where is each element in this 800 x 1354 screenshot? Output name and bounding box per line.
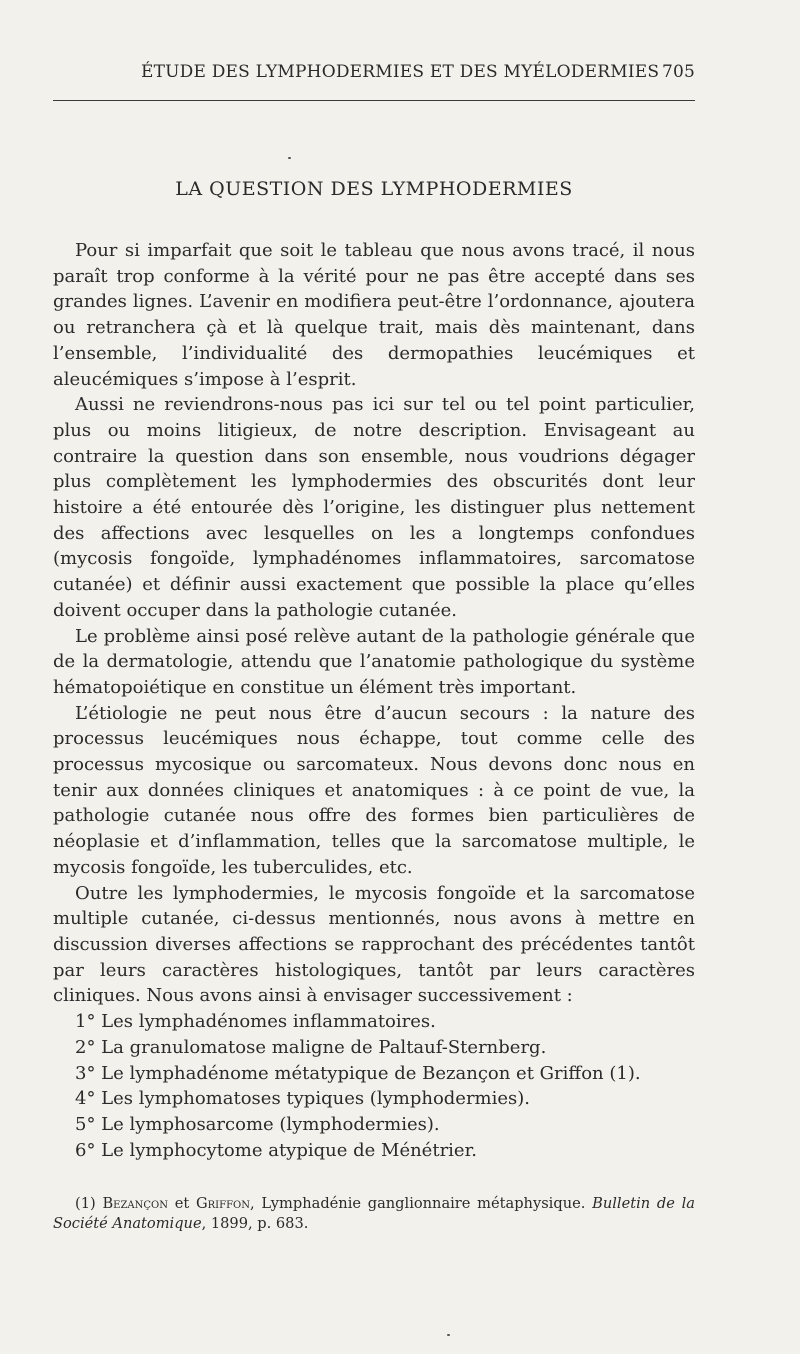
paragraph: Le problème ainsi posé relève autant de la pathologie générale que de la dermatologie, attendu que l’anatomie pathologique du système hématopoiétique en constitue un élément très important. (53, 625, 695, 698)
list-item: 2° La granulomatose maligne de Paltauf-Sternberg. (75, 1036, 547, 1058)
header-rule (53, 100, 695, 101)
body-text (53, 238, 695, 1163)
footnote-title: , Lymphadénie ganglionnaire métaphysique. (249, 1195, 586, 1212)
footnote-author: Griffon (196, 1195, 250, 1212)
list-item: 5° Le lymphosarcome (lymphodermies). (75, 1113, 440, 1135)
footnote-marker: (1) (75, 1195, 96, 1212)
paragraph: Aussi ne reviendrons-nous pas ici sur tel ou tel point particulier, plus ou moins litigieux, de notre description. Envisageant au contraire la question dans son ensemble, nous voudrions dégager plus complètement les lymphodermies des obscurités dont leur histoire a été entourée dès l’origine, les distinguer plus nettement des affections avec lesquelles on les a longtemps confondues (mycosis fongoïde, lymphadénomes inflammatoires, sarcomatose cutanée) et définir aussi exactement que possible la place qu’elles doivent occuper dans la pathologie cutanée. (53, 394, 695, 621)
footnote-conjunction: et (174, 1195, 190, 1212)
paragraph: L’étiologie ne peut nous être d’aucun secours : la nature des processus leucémiques nous échappe, tout comme celle des processus mycosique ou sarcomateux. Nous devons donc nous en tenir aux données cliniques et anatomiques : à ce point de vue, la pathologie cutanée nous offre des formes bien particulières de néoplasie et d’inflammation, telles que la sarcomatose multiple, le mycosis fongoïde, les tuberculides, etc. (53, 702, 695, 878)
ink-speck (447, 1334, 450, 1336)
enumerated-list (53, 1009, 695, 1163)
footnote-author: Bezançon (102, 1195, 168, 1212)
footnote-journal: Bulletin de la Société Anatomique (53, 1195, 695, 1232)
list-item: 6° Le lymphocytome atypique de Ménétrier. (75, 1139, 477, 1161)
list-item: 1° Les lymphadénomes inflammatoires. (75, 1011, 436, 1033)
footnote-details: , 1899, p. 683. (201, 1215, 309, 1232)
paragraph: Outre les lymphodermies, le mycosis fongoïde et la sarcomatose multiple cutanée, ci-dessus mentionnés, nous avons à mettre en discussion diverses affections se rapprochant des précédentes tantôt par leurs caractères histologiques, tantôt par leurs caractères cliniques. Nous avons ainsi à envisager successivement : (53, 882, 695, 1007)
paragraph: Pour si imparfait que soit le tableau que nous avons tracé, il nous paraît trop conforme à la vérité pour ne pas être accepté dans ses grandes lignes. L’avenir en modifiera peut-être l’ordonnance, ajoutera ou retranchera çà et là quelque trait, mais dès maintenant, dans l’ensemble, l’individualité des dermopathies leucémiques et aleucémiques s’impose à l’esprit. (53, 240, 695, 390)
footnote (53, 1194, 695, 1234)
list-item: 3° Le lymphadénome métatypique de Bezançon et Griffon (1). (75, 1062, 641, 1084)
ink-speck (288, 157, 291, 159)
running-header (53, 62, 695, 88)
list-item: 4° Les lymphomatoses typiques (lymphodermies). (75, 1088, 531, 1110)
running-title: ÉTUDE DES LYMPHODERMIES ET DES MYÉLODERMIES (141, 62, 660, 82)
section-title: LA QUESTION DES LYMPHODERMIES (175, 178, 573, 200)
page-number: 705 (661, 62, 695, 82)
